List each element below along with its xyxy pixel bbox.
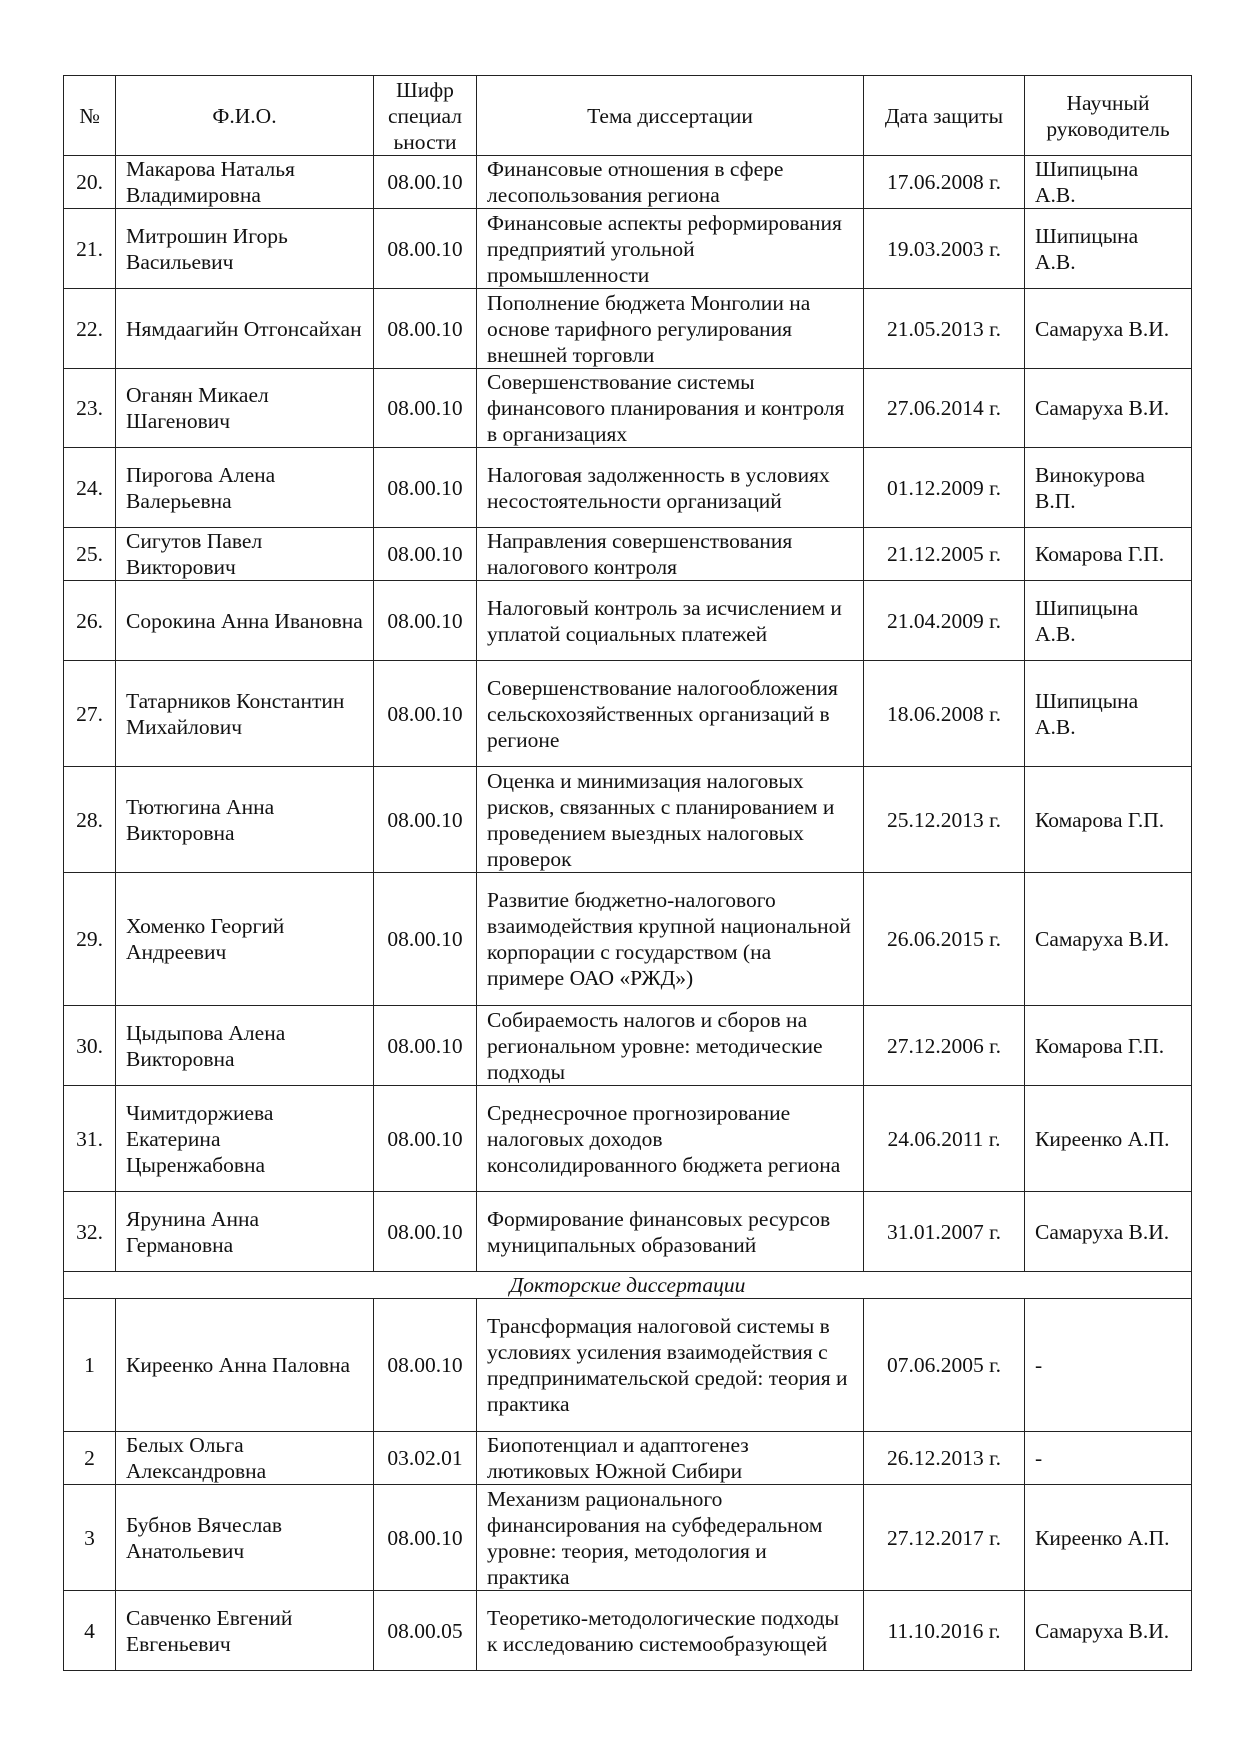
header-row <box>64 76 1192 156</box>
cell-name: Оганян Микаел Шагенович <box>116 369 374 448</box>
cell-topic: Совершенствование налогообложения сельскохозяйственных организаций в регионе <box>477 661 864 767</box>
cell-advisor: Киреенко А.П. <box>1025 1086 1192 1192</box>
cell-advisor: - <box>1025 1299 1192 1432</box>
cell-advisor: Шипицына А.В. <box>1025 661 1192 767</box>
cell-num: 3 <box>64 1485 116 1591</box>
cell-code: 08.00.10 <box>374 369 477 448</box>
cell-date: 25.12.2013 г. <box>864 767 1025 873</box>
header-topic: Тема диссертации <box>477 76 864 156</box>
cell-date: 21.12.2005 г. <box>864 528 1025 581</box>
cell-code: 08.00.05 <box>374 1591 477 1671</box>
cell-advisor: Комарова Г.П. <box>1025 767 1192 873</box>
cell-num: 29. <box>64 873 116 1006</box>
cell-advisor: Комарова Г.П. <box>1025 528 1192 581</box>
cell-name: Ярунина Анна Германовна <box>116 1192 374 1272</box>
cell-date: 24.06.2011 г. <box>864 1086 1025 1192</box>
cell-advisor: Самаруха В.И. <box>1025 1192 1192 1272</box>
cell-code: 08.00.10 <box>374 661 477 767</box>
cell-num: 4 <box>64 1591 116 1671</box>
cell-date: 31.01.2007 г. <box>864 1192 1025 1272</box>
cell-name: Цыдыпова Алена Викторовна <box>116 1006 374 1086</box>
cell-date: 26.06.2015 г. <box>864 873 1025 1006</box>
cell-advisor: - <box>1025 1432 1192 1485</box>
cell-num: 32. <box>64 1192 116 1272</box>
cell-code: 08.00.10 <box>374 1299 477 1432</box>
cell-num: 2 <box>64 1432 116 1485</box>
cell-date: 18.06.2008 г. <box>864 661 1025 767</box>
cell-date: 11.10.2016 г. <box>864 1591 1025 1671</box>
cell-topic: Формирование финансовых ресурсов муниципальных образований <box>477 1192 864 1272</box>
cell-num: 23. <box>64 369 116 448</box>
cell-date: 27.12.2017 г. <box>864 1485 1025 1591</box>
cell-topic: Оценка и минимизация налоговых рисков, связанных с планированием и проведением выездных налоговых проверок <box>477 767 864 873</box>
cell-code: 08.00.10 <box>374 1006 477 1086</box>
cell-date: 07.06.2005 г. <box>864 1299 1025 1432</box>
table-row <box>64 448 1192 528</box>
cell-name: Хоменко Георгий Андреевич <box>116 873 374 1006</box>
table-row <box>64 369 1192 448</box>
section-title: Докторские диссертации <box>64 1272 1192 1299</box>
cell-date: 17.06.2008 г. <box>864 156 1025 209</box>
cell-date: 27.12.2006 г. <box>864 1006 1025 1086</box>
cell-num: 30. <box>64 1006 116 1086</box>
table-row <box>64 1432 1192 1485</box>
cell-name: Савченко Евгений Евгеньевич <box>116 1591 374 1671</box>
table-row <box>64 873 1192 1006</box>
cell-topic: Биопотенциал и адаптогенез лютиковых Южной Сибири <box>477 1432 864 1485</box>
cell-code: 08.00.10 <box>374 209 477 289</box>
cell-name: Белых Ольга Александровна <box>116 1432 374 1485</box>
header-code: Шифр специал ьности <box>374 76 477 156</box>
cell-name: Чимитдоржиева Екатерина Цыренжабовна <box>116 1086 374 1192</box>
cell-name: Татарников Константин Михайлович <box>116 661 374 767</box>
cell-code: 08.00.10 <box>374 873 477 1006</box>
table-row <box>64 581 1192 661</box>
cell-advisor: Шипицына А.В. <box>1025 209 1192 289</box>
cell-advisor: Винокурова В.П. <box>1025 448 1192 528</box>
cell-advisor: Шипицына А.В. <box>1025 581 1192 661</box>
table-row <box>64 1591 1192 1671</box>
table-row <box>64 1192 1192 1272</box>
cell-num: 20. <box>64 156 116 209</box>
cell-code: 08.00.10 <box>374 581 477 661</box>
cell-advisor: Самаруха В.И. <box>1025 289 1192 369</box>
doctoral-rows <box>64 1299 1192 1671</box>
header-num: № <box>64 76 116 156</box>
cell-topic: Теоретико-методологические подходы к исследованию системообразующей <box>477 1591 864 1671</box>
table-row <box>64 528 1192 581</box>
cell-num: 28. <box>64 767 116 873</box>
table-row <box>64 661 1192 767</box>
cell-code: 08.00.10 <box>374 528 477 581</box>
cell-advisor: Самаруха В.И. <box>1025 369 1192 448</box>
table-row <box>64 156 1192 209</box>
header-name: Ф.И.О. <box>116 76 374 156</box>
cell-name: Бубнов Вячеслав Анатольевич <box>116 1485 374 1591</box>
table-row <box>64 767 1192 873</box>
cell-topic: Налоговая задолженность в условиях несостоятельности организаций <box>477 448 864 528</box>
cell-advisor: Самаруха В.И. <box>1025 1591 1192 1671</box>
cell-num: 31. <box>64 1086 116 1192</box>
cell-name: Сорокина Анна Ивановна <box>116 581 374 661</box>
cell-name: Сигутов Павел Викторович <box>116 528 374 581</box>
cell-code: 08.00.10 <box>374 448 477 528</box>
cell-advisor: Самаруха В.И. <box>1025 873 1192 1006</box>
cell-code: 08.00.10 <box>374 1485 477 1591</box>
cell-advisor: Комарова Г.П. <box>1025 1006 1192 1086</box>
section-row <box>64 1272 1192 1299</box>
candidate-rows <box>64 156 1192 1272</box>
cell-code: 08.00.10 <box>374 1192 477 1272</box>
cell-name: Киреенко Анна Паловна <box>116 1299 374 1432</box>
table-row <box>64 209 1192 289</box>
cell-code: 08.00.10 <box>374 1086 477 1192</box>
cell-name: Пирогова Алена Валерьевна <box>116 448 374 528</box>
table-row <box>64 1086 1192 1192</box>
cell-num: 22. <box>64 289 116 369</box>
cell-name: Макарова Наталья Владимировна <box>116 156 374 209</box>
cell-advisor: Шипицына А.В. <box>1025 156 1192 209</box>
table-row <box>64 1006 1192 1086</box>
cell-code: 08.00.10 <box>374 156 477 209</box>
header-date: Дата защиты <box>864 76 1025 156</box>
cell-num: 21. <box>64 209 116 289</box>
cell-name: Нямдаагийн Отгонсайхан <box>116 289 374 369</box>
dissertations-table <box>63 75 1192 1671</box>
cell-num: 26. <box>64 581 116 661</box>
table-row <box>64 1299 1192 1432</box>
cell-date: 01.12.2009 г. <box>864 448 1025 528</box>
cell-code: 03.02.01 <box>374 1432 477 1485</box>
cell-topic: Финансовые отношения в сфере лесопользования региона <box>477 156 864 209</box>
cell-date: 26.12.2013 г. <box>864 1432 1025 1485</box>
cell-num: 27. <box>64 661 116 767</box>
cell-topic: Пополнение бюджета Монголии на основе тарифного регулирования внешней торговли <box>477 289 864 369</box>
cell-name: Тютюгина Анна Викторовна <box>116 767 374 873</box>
cell-topic: Налоговый контроль за исчислением и уплатой социальных платежей <box>477 581 864 661</box>
cell-topic: Собираемость налогов и сборов на региональном уровне: методические подходы <box>477 1006 864 1086</box>
table-row <box>64 1485 1192 1591</box>
cell-code: 08.00.10 <box>374 289 477 369</box>
cell-date: 19.03.2003 г. <box>864 209 1025 289</box>
cell-num: 1 <box>64 1299 116 1432</box>
cell-topic: Направления совершенствования налогового контроля <box>477 528 864 581</box>
cell-num: 25. <box>64 528 116 581</box>
cell-date: 27.06.2014 г. <box>864 369 1025 448</box>
cell-date: 21.05.2013 г. <box>864 289 1025 369</box>
cell-date: 21.04.2009 г. <box>864 581 1025 661</box>
cell-num: 24. <box>64 448 116 528</box>
table-row <box>64 289 1192 369</box>
cell-topic: Совершенствование системы финансового планирования и контроля в организациях <box>477 369 864 448</box>
cell-topic: Финансовые аспекты реформирования предприятий угольной промышленности <box>477 209 864 289</box>
cell-topic: Трансформация налоговой системы в условиях усиления взаимодействия с предпринимательской средой: теория и практика <box>477 1299 864 1432</box>
cell-code: 08.00.10 <box>374 767 477 873</box>
cell-topic: Механизм рационального финансирования на субфедеральном уровне: теория, методология и практика <box>477 1485 864 1591</box>
cell-topic: Среднесрочное прогнозирование налоговых доходов консолидированного бюджета региона <box>477 1086 864 1192</box>
header-advisor: Научный руководитель <box>1025 76 1192 156</box>
cell-topic: Развитие бюджетно-налогового взаимодействия крупной национальной корпорации с государством (на примере ОАО «РЖД») <box>477 873 864 1006</box>
cell-name: Митрошин Игорь Васильевич <box>116 209 374 289</box>
cell-advisor: Киреенко А.П. <box>1025 1485 1192 1591</box>
